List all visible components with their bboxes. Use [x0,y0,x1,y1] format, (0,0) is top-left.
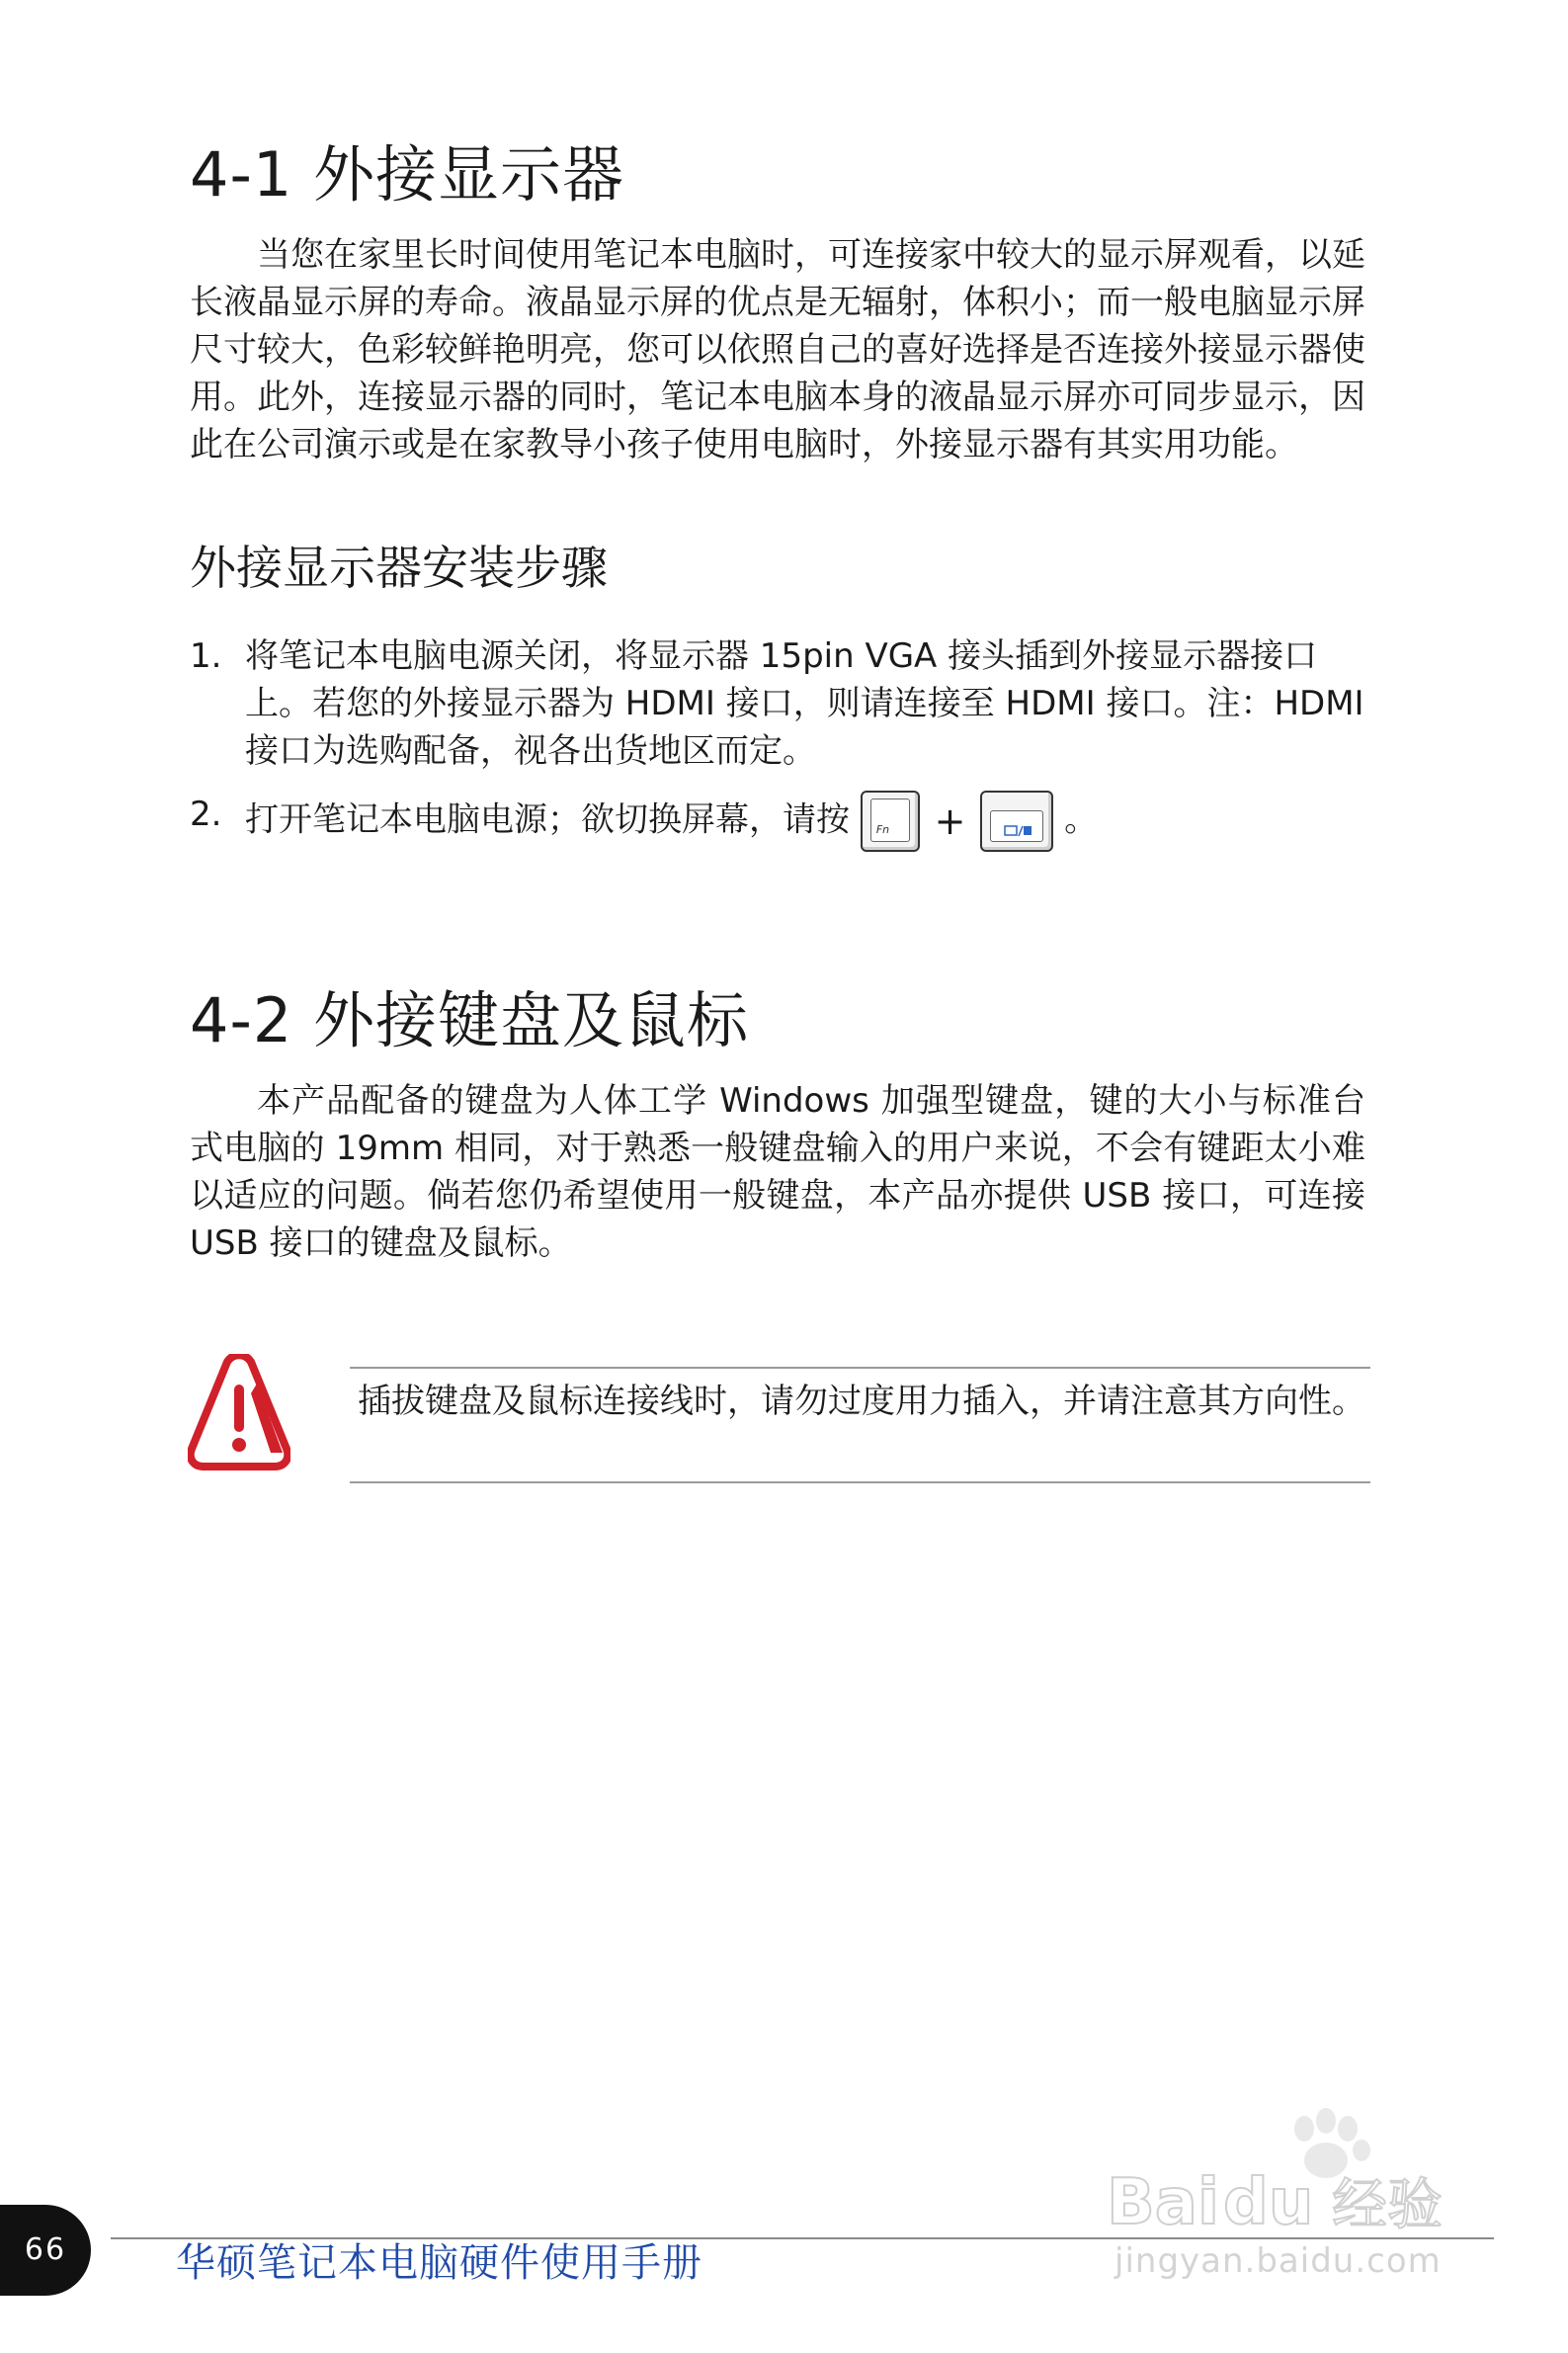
svg-text:du: du [1223,2166,1314,2239]
section-title-external-keyboard: 4-2 外接键盘及鼠标 [190,984,749,1056]
fn-key-label: Fn [875,823,890,836]
external-keyboard-paragraph: 本产品配备的键盘为人体工学 Windows 加强型键盘，键的大小与标准台式电脑的 19mm 相同，对于熟悉一般键盘输入的用户来说，不会有键距太小难以适应的问题。倘若您仍希望使用一般键盘，本产品亦提供 USB 接口，可连接 USB 接口的键盘及鼠标。 [190,1081,1365,1263]
svg-text:Bai: Bai [1107,2166,1219,2239]
step-number: 1. [190,636,222,676]
note-top-rule [350,1367,1370,1369]
section-title-external-display: 4-1 外接显示器 [190,138,624,210]
step-text-after: 。 [1064,799,1099,840]
page-number: 66 [24,2232,67,2267]
display-switch-icon [1004,824,1033,838]
step-text-before: 打开笔记本电脑电源；欲切换屏幕，请按 [245,799,850,840]
footer-manual-title: 华硕笔记本电脑硬件使用手册 [176,2240,702,2286]
f8-key-icon [980,791,1053,852]
plus-sign: + [934,799,966,843]
page-number-tab [0,2205,91,2296]
warning-note: 插拔键盘及鼠标连接线时，请勿过度用力插入，并请注意其方向性。 [358,1382,1365,1421]
step-text [245,791,1365,852]
step-text: 将笔记本电脑电源关闭，将显示器 15pin VGA 接头插到外接显示器接口上。若您的外接显示器为 HDMI 接口，则请连接至 HDMI 接口。注：HDMI 接口为选购配备，视各出货地区而定。 [245,636,1364,771]
external-display-paragraph: 当您在家里长时间使用笔记本电脑时，可连接家中较大的显示屏观看，以延长液晶显示屏的寿命。液晶显示屏的优点是无辐射，体积小；而一般电脑显示屏尺寸较大，色彩较鲜艳明亮，您可以依照自己的喜好选择是否连接外接显示器使用。此外，连接显示器的同时，笔记本电脑本身的液晶显示屏亦可同步显示，因此在公司演示或是在家教导小孩子使用电脑时，外接显示器有其实用功能。 [190,235,1365,464]
watermark-url: jingyan.baidu.com [1114,2241,1442,2281]
step-1 [190,632,1365,775]
install-steps-heading: 外接显示器安装步骤 [190,542,608,596]
svg-text:经验: 经验 [1332,2173,1443,2237]
fn-key-icon [861,791,920,852]
step-2 [190,791,1365,852]
warning-triangle-icon [188,1354,290,1471]
note-bottom-rule [350,1481,1370,1483]
step-number: 2. [190,795,222,834]
